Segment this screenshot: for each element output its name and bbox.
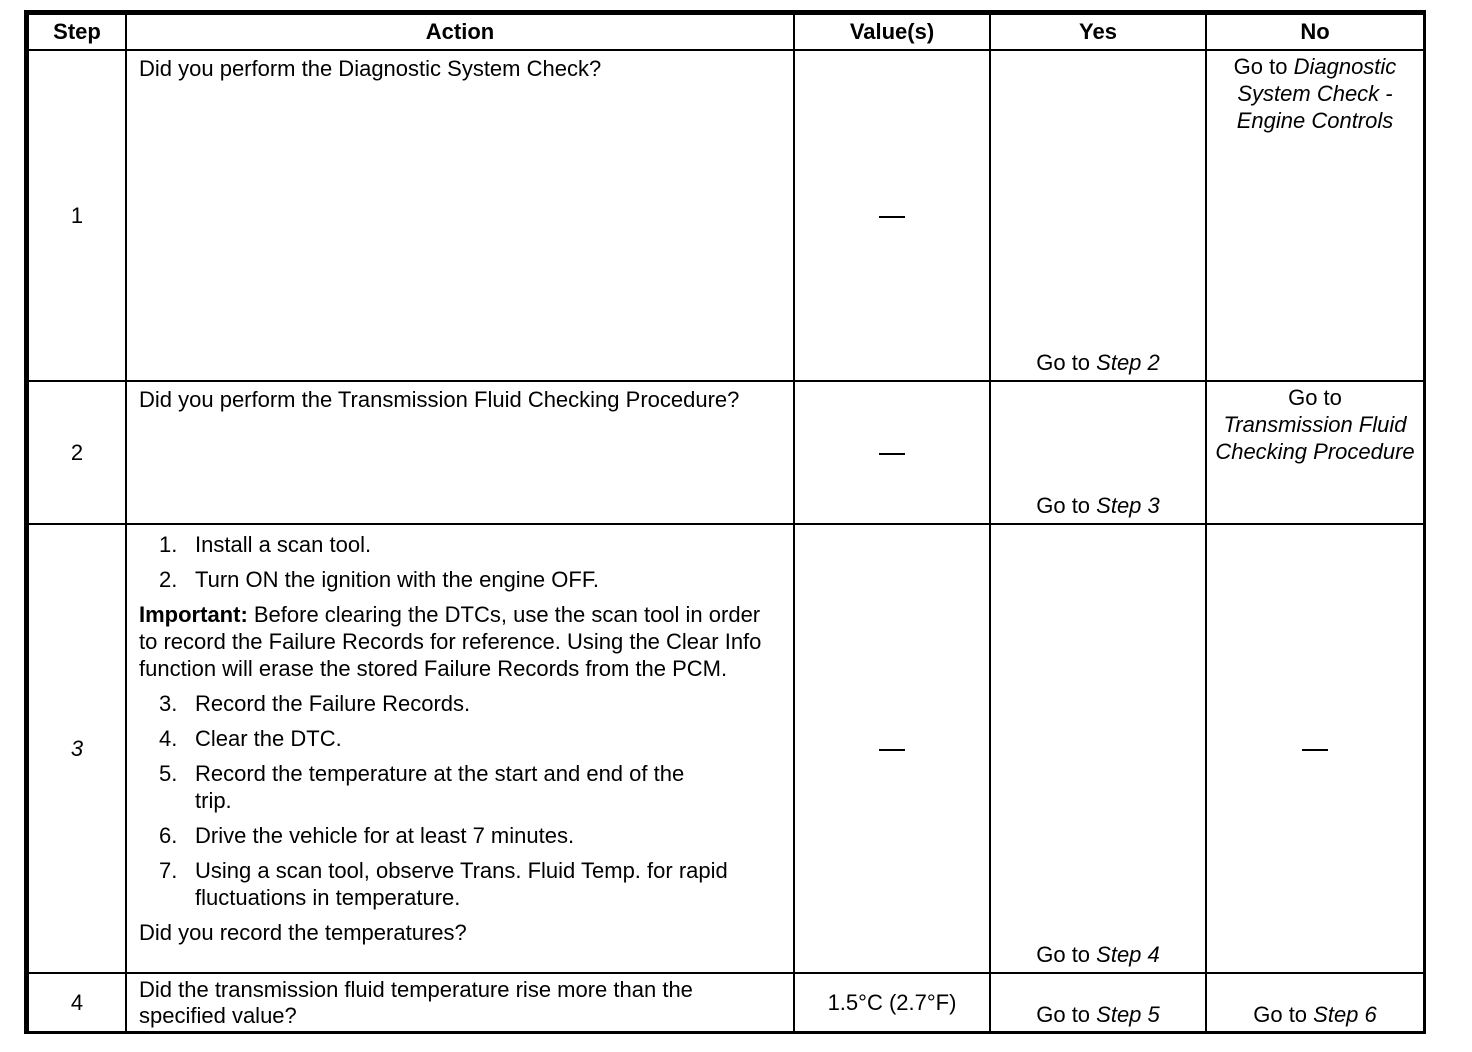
table-row xyxy=(28,50,1424,381)
value-cell xyxy=(794,381,990,524)
no-cell: Go to Transmission Fluid Checking Procedure xyxy=(1206,381,1424,524)
header-yes: Yes xyxy=(990,14,1206,50)
list-item: 7. Using a scan tool, observe Trans. Fluid Temp. for rapid fluctuations in temperature. xyxy=(159,858,728,910)
table-row xyxy=(28,381,1424,524)
header-values: Value(s) xyxy=(794,14,990,50)
list-item: 6. Drive the vehicle for at least 7 minutes. xyxy=(159,823,575,848)
table-row xyxy=(28,524,1424,973)
dash-mark xyxy=(1302,749,1328,751)
diagnostic-table-page xyxy=(24,10,1426,1034)
dash-mark xyxy=(879,453,905,455)
no-cell xyxy=(1206,524,1424,973)
action-text xyxy=(126,524,794,973)
step-link[interactable]: Step 6 xyxy=(1313,1002,1377,1027)
step-link[interactable]: Step 5 xyxy=(1096,1002,1160,1027)
step-link[interactable]: Step 4 xyxy=(1096,942,1160,967)
question-text: Did you record the temperatures? xyxy=(139,920,467,945)
table-row xyxy=(28,973,1424,1033)
important-note: Important: Before clearing the DTCs, use the scan tool in order to record the Failure Records for reference. Using the Clear Info function will erase the stored Failure Records from the PCM. xyxy=(139,602,762,681)
no-cell: Go to Diagnostic System Check - Engine Controls xyxy=(1206,50,1424,381)
yes-cell: Go to Step 5 xyxy=(990,973,1206,1033)
step-number: 2 xyxy=(28,381,126,524)
yes-cell: Go to Step 3 xyxy=(990,381,1206,524)
header-step: Step xyxy=(28,14,126,50)
action-text: Did you perform the Diagnostic System Check? xyxy=(126,50,794,381)
value-cell xyxy=(794,50,990,381)
procedure-list xyxy=(139,690,781,911)
dash-mark xyxy=(879,749,905,751)
list-item: 5. Record the temperature at the start and end of the trip. xyxy=(159,761,685,813)
table-header-row xyxy=(28,14,1424,50)
diagnostic-table xyxy=(27,13,1425,1034)
step-link[interactable]: Step 2 xyxy=(1096,350,1160,375)
procedure-list xyxy=(139,531,781,593)
action-text: Did you perform the Transmission Fluid Checking Procedure? xyxy=(126,381,794,524)
dash-mark xyxy=(879,216,905,218)
value-cell xyxy=(794,524,990,973)
list-item: 2. Turn ON the ignition with the engine OFF. xyxy=(159,567,599,592)
list-item: 3. Record the Failure Records. xyxy=(159,691,471,716)
header-no: No xyxy=(1206,14,1424,50)
yes-cell: Go to Step 2 xyxy=(990,50,1206,381)
step-link[interactable]: Step 3 xyxy=(1096,493,1160,518)
list-item: 1. Install a scan tool. xyxy=(159,532,372,557)
procedure-link[interactable]: Transmission Fluid Checking Procedure xyxy=(1215,412,1415,464)
step-number: 4 xyxy=(28,973,126,1033)
action-text: Did the transmission fluid temperature rise more than the specified value? xyxy=(126,973,794,1033)
step-number: 1 xyxy=(28,50,126,381)
procedure-link[interactable]: Diagnostic System Check - Engine Controls xyxy=(1236,54,1397,133)
step-number: 3 xyxy=(28,524,126,973)
no-cell: Go to Step 6 xyxy=(1206,973,1424,1033)
yes-cell: Go to Step 4 xyxy=(990,524,1206,973)
header-action: Action xyxy=(126,14,794,50)
list-item: 4. Clear the DTC. xyxy=(159,726,342,751)
value-cell: 1.5°C (2.7°F) xyxy=(794,973,990,1033)
